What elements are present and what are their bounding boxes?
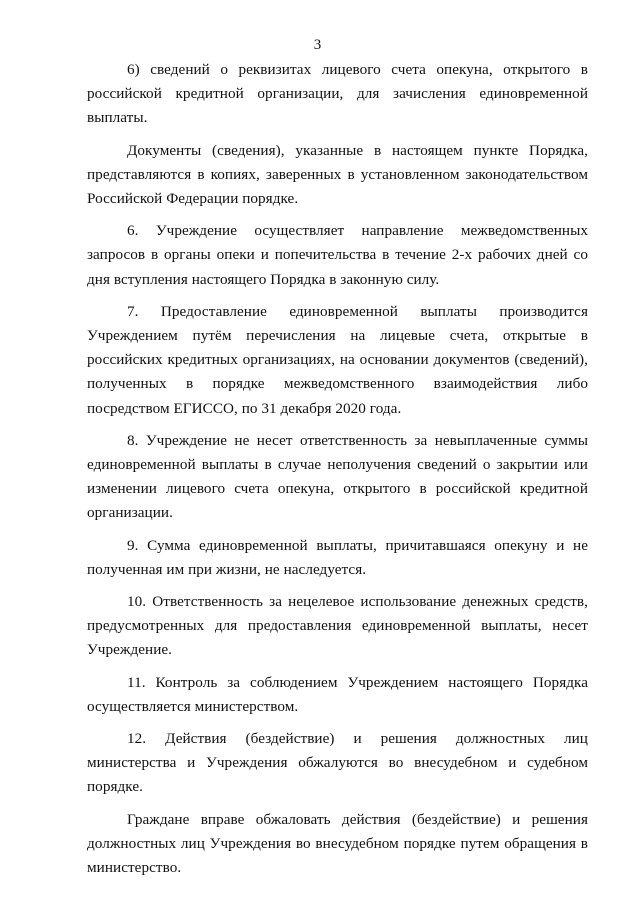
paragraph-item-8: 8. Учреждение не несет ответственность за невыплаченные суммы единовременной выплаты в случае неполучения сведений о закрытии или изменении лицевого счета опекуна, открытого в российской кредитной организации. <box>87 431 588 522</box>
paragraph-item-10: 10. Ответственность за нецелевое использование денежных средств, предусмотренных для предоставления единовременной выплаты, несет Учреждение. <box>87 593 588 659</box>
paragraph-citizens-appeal: Граждане вправе обжаловать действия (бездействие) и решения должностных лиц Учреждения во внесудебном порядке путем обращения в министерство. <box>87 810 588 877</box>
paragraph-item-6: 6. Учреждение осуществляет направление межведомственных запросов в органы опеки и попечительства в течение 2-х рабочих дней со дня вступления настоящего Порядка в законную силу. <box>87 222 588 288</box>
paragraph-requisites-item: 6) сведений о реквизитах лицевого счета опекуна, открытого в российской кредитной организации, для зачисления единовременной выплаты. <box>87 61 588 127</box>
document-body <box>87 58 588 880</box>
paragraph-item-7: 7. Предоставление единовременной выплаты производится Учреждением путём перечисления на лицевые счета, открытые в российских кредитных организациях, на основании документов (сведений), полученных в порядке межведомственного взаимодействия либо посредством ЕГИССО, по 31 декабря 2020 года. <box>87 302 588 417</box>
paragraph-item-12: 12. Действия (бездействие) и решения должностных лиц министерства и Учреждения обжалуются во внесудебном и судебном порядке. <box>87 730 588 796</box>
page-number: 3 <box>313 37 322 53</box>
paragraph-item-9: 9. Сумма единовременной выплаты, причитавшаяся опекуну и не полученная им при жизни, не наследуется. <box>87 536 588 578</box>
paragraph-documents-copies: Документы (сведения), указанные в настоящем пункте Порядка, представляются в копиях, заверенных в установленном законодательством Российской Федерации порядке. <box>87 141 588 208</box>
paragraph-item-11: 11. Контроль за соблюдением Учреждением настоящего Порядка осуществляется министерством. <box>87 673 588 715</box>
